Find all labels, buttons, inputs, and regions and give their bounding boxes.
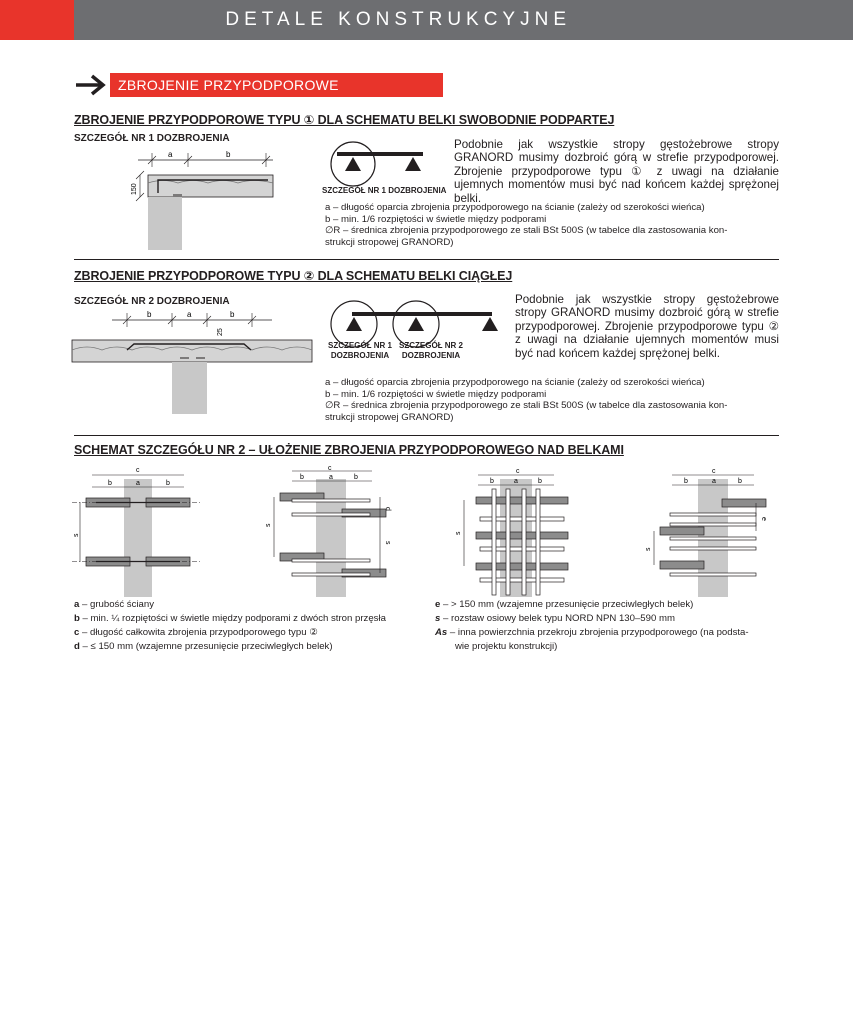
- scheme1-drawing: [327, 140, 437, 190]
- dim-e: e: [760, 517, 767, 521]
- scheme2-caption-1: SZCZEGÓŁ NR 1 DOZBROJENIA: [328, 341, 393, 360]
- detail1-drawing: [118, 145, 278, 255]
- legend-item-c: c – długość całkowita zbrojenia przypodporowego typu ②: [74, 627, 318, 638]
- dim-b: b: [538, 478, 542, 485]
- page-header: [0, 0, 853, 40]
- dim-b: b: [108, 480, 112, 487]
- dim-b: b: [300, 474, 304, 481]
- scheme1-caption: SZCZEGÓŁ NR 1 DOZBROJENIA: [322, 186, 447, 195]
- legend-item-d: d – ≤ 150 mm (wzajemne przesunięcie przeciwległych belek): [74, 641, 333, 652]
- dim-s: s: [73, 533, 80, 537]
- part3-heading: SCHEMAT SZCZEGÓŁU NR 2 – UŁOŻENIE ZBROJENIA PRZYPODPOROWEGO NAD BELKAMI: [74, 443, 624, 457]
- dim-d: d: [384, 507, 391, 511]
- dim-b: b: [738, 478, 742, 485]
- layout-diagram-2: [262, 465, 392, 600]
- legend-left: [74, 598, 386, 654]
- dim-b: b: [490, 478, 494, 485]
- note-r-cont: strukcji stropowej GRANORD): [325, 411, 454, 423]
- dim-b: b: [684, 478, 688, 485]
- dim-b-left: b: [147, 310, 152, 319]
- note-r-cont: strukcji stropowej GRANORD): [325, 236, 454, 248]
- dim-c: c: [712, 468, 716, 475]
- dim-a: a: [712, 478, 716, 485]
- part1-heading: ZBROJENIE PRZYPODPOROWE TYPU ① DLA SCHEMATU BELKI SWOBODNIE PODPARTEJ: [74, 113, 615, 127]
- dim-b: b: [166, 480, 170, 487]
- legend-item-s: s – rozstaw osiowy belek typu NORD NPN 130–590 mm: [435, 613, 675, 624]
- legend-item-a: a – grubość ściany: [74, 599, 154, 610]
- note-a: a – długość oparcia zbrojenia przypodporowego na ścianie (zależy od szerokości wieńca): [325, 377, 705, 388]
- dim-s: s: [455, 531, 462, 535]
- part1-paragraph: Podobnie jak wszystkie stropy gęstożebrowe stropy GRANORD musimy dozbroić górą w strefie przypodporowej. Zbrojenie przypodporowe typu ① z uwagi na działanie ujemnych momentów musi być nad końcem każdej sprężonej belki.: [454, 138, 779, 205]
- dim-a: a: [168, 150, 173, 159]
- dim-b-right: b: [230, 310, 235, 319]
- note-b: b – min. 1/6 rozpiętości w świetle między podporami: [325, 388, 547, 400]
- dim-a: a: [187, 310, 192, 319]
- dim-c: c: [516, 468, 520, 475]
- dim-b: b: [226, 150, 231, 159]
- dim-a: a: [136, 480, 140, 487]
- part2-paragraph: Podobnie jak wszystkie stropy gęstożebrowe stropy GRANORD musimy dozbroić górą w strefie przypodporowej. Zbrojenie przypodporowe typu ② z uwagi na działanie ujemnych momentów musi być nad końcem każdej sprężonej belki.: [515, 293, 779, 360]
- legend-item-as-cont: wie projektu konstrukcji): [455, 641, 558, 652]
- section-banner: [74, 73, 443, 97]
- arrow-icon: [74, 73, 110, 97]
- legend-right: [435, 598, 749, 654]
- legend-item-b: b – min. ¼ rozpiętości w świetle między podporami z dwóch stron przęsła: [74, 613, 386, 624]
- layout-diagram-4: [645, 465, 780, 600]
- scheme2-caption-2: SZCZEGÓŁ NR 2 DOZBROJENIA: [399, 341, 464, 360]
- divider: [74, 435, 779, 436]
- part1-notes: [325, 202, 780, 248]
- dim-c: c: [328, 465, 332, 472]
- note-r: ∅R – średnica zbrojenia przypodporowego ze stali BSt 500S (w tabelce dla zastosowania kon-: [325, 400, 728, 411]
- header-accent: [0, 0, 74, 40]
- dim-a: a: [514, 478, 518, 485]
- dim-a: a: [329, 474, 333, 481]
- dim-c: c: [136, 467, 140, 474]
- dim-150: 150: [131, 183, 138, 195]
- dim-25: 25: [217, 328, 224, 336]
- part2-heading: ZBROJENIE PRZYPODPOROWE TYPU ② DLA SCHEMATU BELKI CIĄGŁEJ: [74, 269, 513, 283]
- note-r: ∅R – średnica zbrojenia przypodporowego ze stali BSt 500S (w tabelce dla zastosowania kon-: [325, 225, 728, 236]
- dim-s: s: [384, 541, 391, 545]
- part2-detail-label: SZCZEGÓŁ NR 2 DOZBROJENIA: [74, 296, 230, 307]
- layout-diagram-1: [72, 465, 212, 600]
- note-b: b – min. 1/6 rozpiętości w świetle między podporami: [325, 213, 547, 225]
- section-title: ZBROJENIE PRZYPODPOROWE: [118, 77, 339, 93]
- dim-s: s: [265, 523, 272, 527]
- legend-item-e: e – > 150 mm (wzajemne przesunięcie przeciwległych belek): [435, 599, 694, 610]
- dim-s: s: [645, 547, 652, 551]
- legend-item-as: As – inna powierzchnia przekroju zbrojenia przypodporowego (na podsta-: [435, 627, 749, 638]
- layout-diagram-3: [450, 465, 585, 600]
- dim-b: b: [354, 474, 358, 481]
- note-a: a – długość oparcia zbrojenia przypodporowego na ścianie (zależy od szerokości wieńca): [325, 202, 705, 213]
- part2-notes: [325, 377, 780, 423]
- part1-detail-label: SZCZEGÓŁ NR 1 DOZBROJENIA: [74, 133, 230, 144]
- detail2-drawing: [72, 306, 312, 416]
- header-title: DETALE KONSTRUKCYJNE: [225, 9, 571, 30]
- divider: [74, 259, 779, 260]
